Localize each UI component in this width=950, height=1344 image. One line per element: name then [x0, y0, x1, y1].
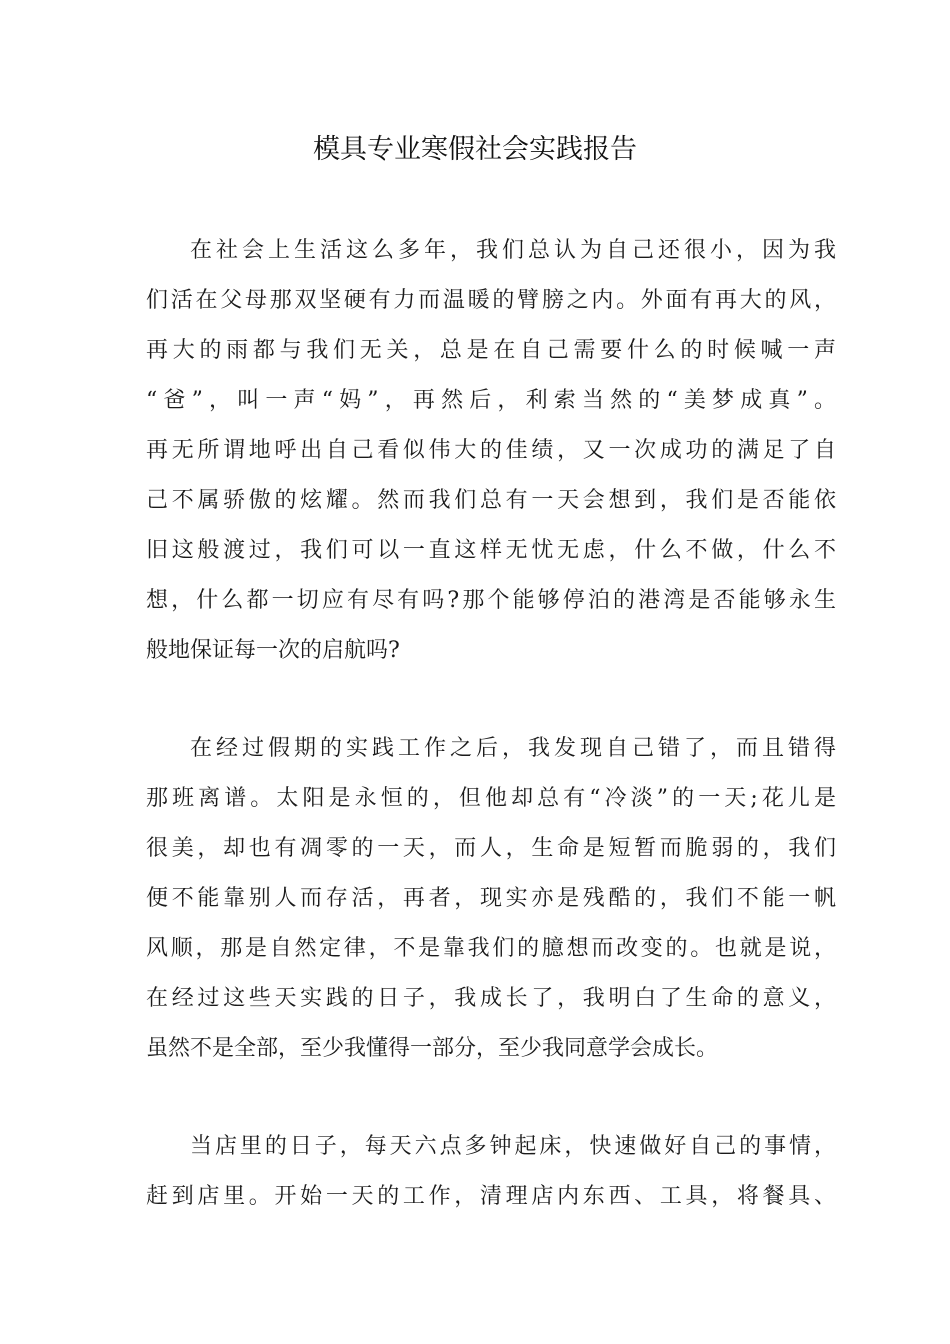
paragraph-line: 虽然不是全部，至少我懂得一部分，至少我同意学会成长。: [146, 1036, 719, 1061]
paragraph-line: 赶到店里。开始一天的工作，清理店内东西、工具，将餐具、: [146, 1184, 836, 1209]
paragraph-line: 们活在父母那双坚硬有力而温暖的臂膀之内。外面有再大的风，: [146, 288, 836, 313]
paragraph-line: 在经过这些天实践的日子，我成长了，我明白了生命的意义，: [146, 986, 836, 1011]
paragraph-line: 那班离谱。太阳是永恒的，但他却总有“冷淡”的一天;花儿是: [146, 786, 836, 811]
paragraph-1: [146, 226, 836, 676]
paragraph-line: 己不属骄傲的炫耀。然而我们总有一天会想到，我们是否能依: [146, 488, 836, 513]
paragraph-line: 旧这般渡过，我们可以一直这样无忧无虑，什么不做，什么不: [146, 538, 836, 563]
paragraph-line: 在社会上生活这么多年，我们总认为自己还很小，因为我: [190, 238, 836, 263]
paragraph-line: 当店里的日子，每天六点多钟起床，快速做好自己的事情，: [190, 1134, 836, 1159]
paragraph-2: [146, 724, 836, 1074]
paragraph-line: 便不能靠别人而存活，再者，现实亦是残酷的，我们不能一帆: [146, 886, 836, 911]
paragraph-line: 般地保证每一次的启航吗?: [146, 638, 400, 663]
paragraph-line: 再无所谓地呼出自己看似伟大的佳绩，又一次成功的满足了自: [146, 438, 836, 463]
paragraph-line: 再大的雨都与我们无关，总是在自己需要什么的时候喊一声: [146, 338, 836, 363]
paragraph-line: “爸”，叫一声“妈”，再然后，利索当然的“美梦成真”。: [146, 388, 836, 413]
paragraph-line: 很美，却也有凋零的一天，而人，生命是短暂而脆弱的，我们: [146, 836, 836, 861]
paragraph-line: 风顺，那是自然定律，不是靠我们的臆想而改变的。也就是说，: [146, 936, 836, 961]
paragraph-3: [146, 1122, 836, 1222]
document-title: 模具专业寒假社会实践报告: [313, 134, 637, 165]
paragraph-line: 在经过假期的实践工作之后，我发现自己错了，而且错得: [190, 736, 836, 761]
paragraph-line: 想，什么都一切应有尽有吗?那个能够停泊的港湾是否能够永生: [146, 588, 836, 613]
